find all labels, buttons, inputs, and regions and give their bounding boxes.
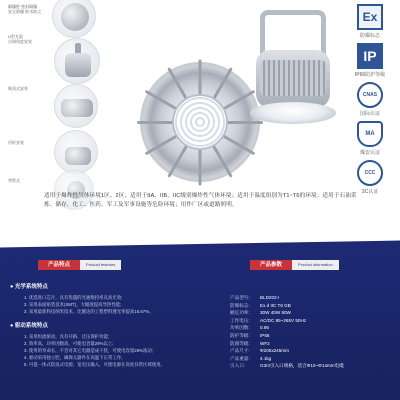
feature-item: 4. 驱动采用独立腔，确保元器件在高温下正常工作;	[24, 355, 123, 360]
certification-badges	[348, 4, 392, 199]
features-list	[10, 284, 200, 368]
detail-circle-1	[52, 0, 96, 38]
application-description: 适用于爆炸性气体环境1区、2区；适用于IIA、IIB、IIC级别爆炸性气体环境；适用于温度组别为T1~T6的环境；适用于石油采炼、储存、化工、医药、军工及军事设施等危险环境；用作厂区或道路照明。	[44, 193, 357, 208]
callout-label: 隔爆腔 密封隔爆 安全防爆 防水防尘	[8, 4, 42, 14]
features-tag	[38, 260, 121, 270]
param-row: 功率因数: 0.95	[230, 325, 269, 331]
params-tag-cn: 产品参数	[250, 260, 292, 270]
callout-label: 吸顶式安装	[8, 86, 28, 91]
param-row: 产品尺寸: Φ205x245mm	[230, 348, 289, 354]
detail-circle-2	[54, 38, 100, 84]
features-tag-en: Product features	[80, 260, 121, 270]
explosion-proof-lamp-bracket	[248, 10, 338, 150]
params-table	[230, 294, 400, 370]
params-tag-en: Product information	[292, 260, 339, 270]
feature-item: 3. 采用最新科技纳米技术，比隆达的工程塑料透光率提高16.67%。	[24, 309, 154, 314]
param-row: 防爆标志: Ex d IIC T6 GB	[230, 302, 291, 308]
detail-circle-3	[54, 84, 98, 128]
feature-item: 3. 使用的寿命长，不会对其它电器造成干扰，可使电容量29%波动;	[24, 348, 154, 353]
product-info-panel	[0, 250, 400, 400]
param-row: 防护等级: IP66	[230, 332, 270, 338]
badge-caption: 国际认证	[359, 111, 380, 117]
explosion-proof-lamp-front	[140, 62, 260, 182]
badge-cnas	[348, 82, 392, 117]
feature-item: 1. 采用恒流驱动，具有开路、过压保护功能;	[24, 334, 110, 339]
callout-label: U型支架 自调角度安装	[8, 34, 32, 44]
badge-caption: 防爆标志	[359, 33, 380, 39]
param-row: 产品型号: BLD202-I	[230, 295, 280, 300]
badge-caption: IP66防护等级	[354, 72, 386, 78]
cnas-icon: CNAS	[357, 82, 383, 108]
callout-label: 吊杆安装	[8, 140, 24, 145]
badge-ex	[348, 4, 392, 39]
ex-icon: Ex	[357, 4, 383, 30]
feature-item: 2. 效率高、功率因数高，可使电容量29%以上;	[24, 341, 114, 346]
features-tag-cn: 产品特点	[38, 260, 80, 270]
callout-u-bracket	[8, 34, 54, 44]
ma-icon: MA	[357, 121, 383, 147]
param-row: 产品重量: 4.1kg	[230, 355, 272, 361]
param-row: 工作电压: AC/DC 85~265V 50Hz	[230, 317, 307, 323]
ip-icon: IP	[357, 43, 383, 69]
param-row: 额定功率: 30W 40W 50W	[230, 310, 291, 316]
feature-item: 1. 优选进口芯片，具有优越的光通维持率及高光效;	[24, 295, 123, 300]
callout-explosion-chamber	[8, 4, 54, 14]
badge-caption: 煤安认证	[359, 150, 380, 156]
detail-circle-4	[54, 130, 98, 174]
feature-item: 5. 可提一体式防浪式电源，宽电压输入，可使电源在高度异常区域使用。	[24, 362, 165, 367]
badge-ma	[348, 121, 392, 156]
badge-caption: 3C认证	[361, 189, 379, 195]
optical-system-heading: ● 光学系统特点	[10, 284, 48, 290]
ccc-icon: CCC	[357, 160, 383, 186]
badge-ip	[348, 43, 392, 78]
callout-label: 弯管式	[8, 178, 20, 183]
callout-bent-pipe	[8, 178, 54, 183]
badge-ccc	[348, 160, 392, 195]
callout-pendant-mount	[8, 140, 54, 145]
driver-system-heading: ● 驱动系统特点	[10, 323, 48, 329]
feature-item: 2. 采用表面贴装技术(SMT)，大幅度提高导热性能;	[24, 302, 122, 307]
param-row: 防腐等级: WF2	[230, 340, 270, 346]
callout-ceiling-mount	[8, 86, 54, 91]
led-panel	[172, 94, 228, 150]
params-tag	[250, 260, 339, 270]
param-row: 引入口: G3/4引入口规格，适合Φ10~Φ14mm电缆	[230, 363, 344, 369]
